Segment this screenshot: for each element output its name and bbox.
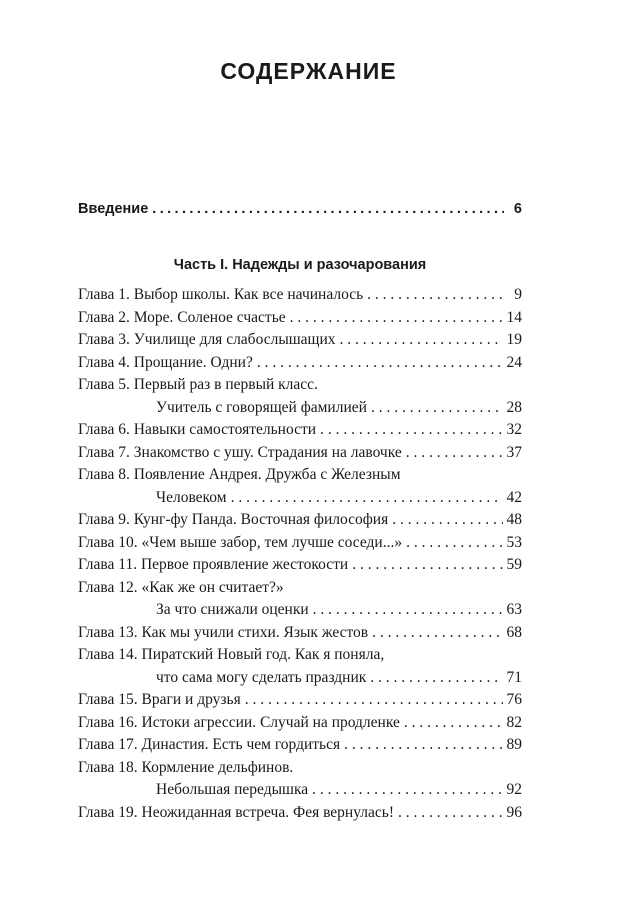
dot-leader (340, 329, 503, 352)
dot-leader (404, 712, 503, 735)
chapter-list (78, 284, 522, 824)
toc-entry-title: Человеком (156, 488, 227, 506)
toc-entry-title: Глава 5. Первый раз в первый класс. (78, 376, 318, 393)
toc-entry-title: Учитель с говорящей фамилией (156, 398, 367, 416)
toc-entry-title: Глава 7. Знакомство с ушу. Страдания на лавочке (78, 443, 402, 461)
toc-entry-page: 19 (506, 331, 522, 348)
toc-entry-title: Глава 4. Прощание. Одни? (78, 353, 253, 371)
toc-entry[interactable] (78, 442, 522, 465)
toc-entry[interactable] (78, 464, 522, 509)
dot-leader (352, 554, 502, 577)
toc-entry-title: Глава 17. Династия. Есть чем гордиться (78, 736, 341, 753)
toc-entry-page: 96 (506, 803, 522, 821)
dot-leader (398, 802, 502, 825)
toc-entry-page: 14 (506, 308, 522, 326)
toc-entry-title: Глава 19. Неожиданная встреча. Фея вернулась! (78, 803, 395, 821)
toc-entry[interactable] (78, 644, 522, 689)
toc-intro-label: Введение (78, 201, 149, 217)
toc-entry-page: 92 (506, 781, 522, 798)
part-heading: Часть I. Надежды и разочарования (173, 257, 427, 273)
toc-entry-page: 48 (506, 511, 522, 528)
toc-entry-page: 71 (506, 668, 522, 686)
toc-entry-title: Небольшая передышка (156, 781, 309, 798)
dot-leader (406, 442, 503, 465)
toc-entry-page: 37 (506, 443, 522, 461)
toc-entry-title: Глава 8. Появление Андрея. Дружба с Железным (78, 466, 401, 483)
dot-leader (406, 532, 502, 555)
toc-entry-title: Глава 15. Враги и друзья (78, 691, 241, 708)
toc-entry-page: 76 (506, 691, 522, 708)
toc-entry-page: 59 (506, 556, 522, 573)
toc-entry[interactable] (78, 509, 522, 532)
dot-leader (152, 198, 504, 221)
toc-entry-page: 68 (506, 623, 522, 641)
toc-entry-title: Глава 14. Пиратский Новый год. Как я поняла, (78, 646, 385, 663)
toc-entry[interactable] (78, 352, 522, 375)
toc-entry[interactable] (78, 307, 522, 330)
toc-intro[interactable] (78, 198, 522, 221)
dot-leader (290, 307, 503, 330)
toc-entry-page: 82 (506, 713, 522, 731)
dot-leader (312, 779, 502, 802)
toc-entry[interactable] (78, 712, 522, 735)
toc-entry[interactable] (78, 284, 522, 307)
page-title: СОДЕРЖАНИЕ (220, 58, 397, 84)
dot-leader (344, 734, 502, 757)
toc-entry-title: Глава 2. Море. Соленое счастье (78, 308, 286, 326)
toc-entry-page: 32 (506, 421, 522, 438)
toc-entry-title: что сама могу сделать праздник (156, 668, 367, 686)
toc-entry-title: Глава 3. Училище для слабослышащих (78, 331, 336, 348)
toc-entry-title: Глава 16. Истоки агрессии. Случай на продленке (78, 713, 400, 731)
toc-entry-page: 42 (506, 488, 522, 506)
dot-leader (371, 397, 503, 420)
toc-entry[interactable] (78, 802, 522, 825)
dot-leader (245, 689, 503, 712)
toc-entry-page: 9 (514, 286, 522, 303)
toc-intro-page: 6 (513, 201, 522, 217)
toc-entry[interactable] (78, 329, 522, 352)
toc-entry-title: Глава 13. Как мы учили стихи. Язык жестов (78, 623, 369, 641)
toc-entry-page: 28 (506, 398, 522, 416)
dot-leader (257, 352, 503, 375)
toc-entry[interactable] (78, 622, 522, 645)
toc-entry-title: Глава 10. «Чем выше забор, тем лучше соседи...» (78, 533, 403, 551)
toc-entry[interactable] (78, 374, 522, 419)
dot-leader (372, 622, 502, 645)
toc-entry[interactable] (78, 689, 522, 712)
dot-leader (320, 419, 502, 442)
toc-entry-page: 63 (506, 601, 522, 618)
toc-entry-title: За что снижали оценки (156, 601, 309, 618)
toc-entry[interactable] (78, 577, 522, 622)
toc-entry[interactable] (78, 419, 522, 442)
dot-leader (231, 487, 503, 510)
toc-entry-title: Глава 11. Первое проявление жестокости (78, 556, 349, 573)
dot-leader (367, 284, 504, 307)
dot-leader (392, 509, 502, 532)
toc-entry-title: Глава 1. Выбор школы. Как все начиналось (78, 286, 364, 303)
dot-leader (370, 667, 502, 690)
toc-entry[interactable] (78, 554, 522, 577)
toc-entry[interactable] (78, 532, 522, 555)
toc-entry-page: 24 (506, 353, 522, 371)
toc-entry-title: Глава 6. Навыки самостоятельности (78, 421, 317, 438)
toc-entry-title: Глава 9. Кунг-фу Панда. Восточная философия (78, 511, 389, 528)
toc-entry-title: Глава 12. «Как же он считает?» (78, 578, 284, 596)
toc-entry[interactable] (78, 757, 522, 802)
toc-entry-title: Глава 18. Кормление дельфинов. (78, 758, 294, 776)
toc-entry-page: 89 (506, 736, 522, 753)
toc-entry-page: 53 (506, 533, 522, 551)
dot-leader (313, 599, 503, 622)
toc-entry[interactable] (78, 734, 522, 757)
